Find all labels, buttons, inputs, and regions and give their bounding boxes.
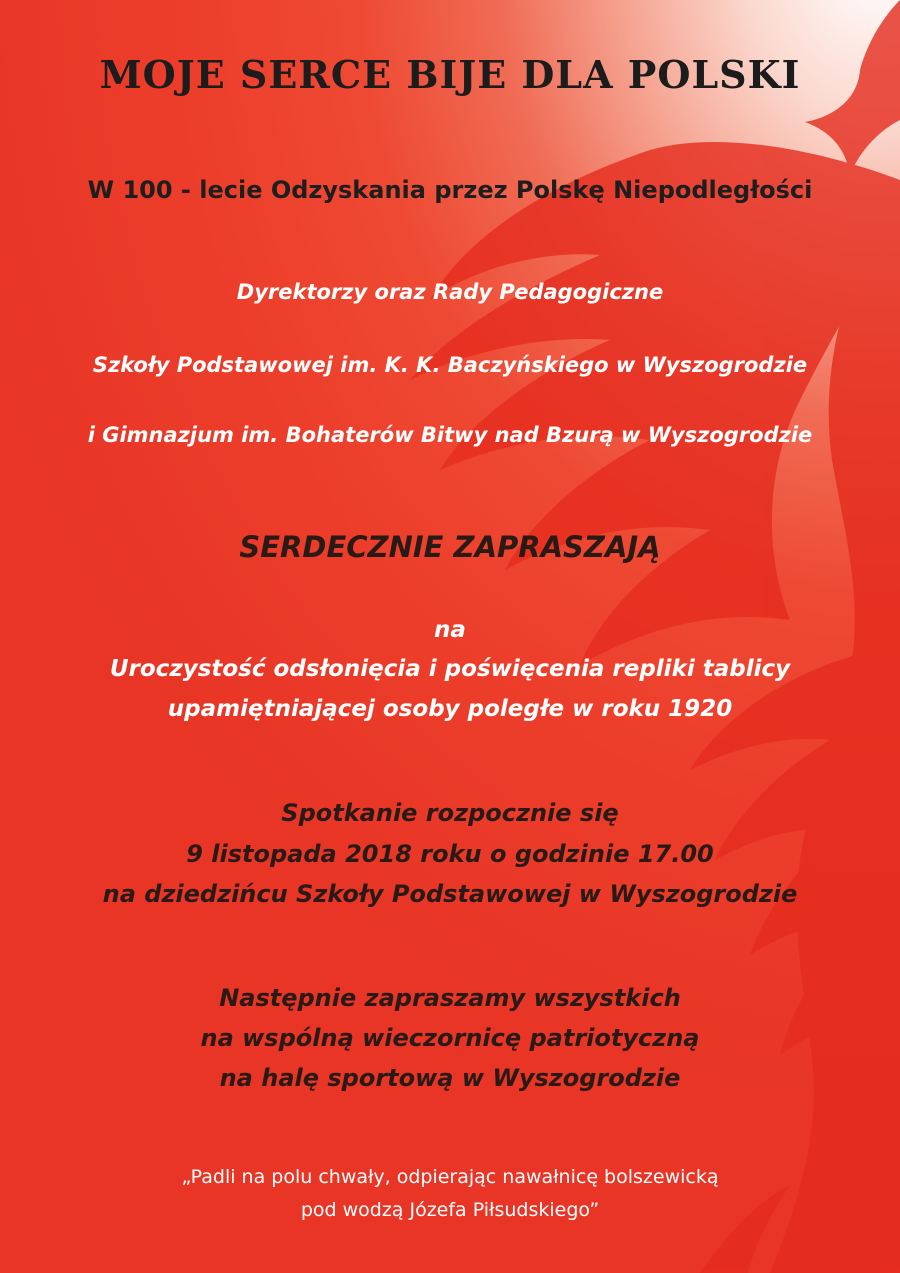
event-line-2: Uroczystość odsłonięcia i poświęcenia repliki tablicy <box>109 656 791 682</box>
followup-line-3: na halę sportową w Wyszogrodzie <box>219 1064 681 1092</box>
organizer-line-1: Dyrektorzy oraz Rady Pedagogiczne <box>236 280 664 304</box>
event-line-1: na <box>434 617 466 643</box>
meeting-line-3: na dziedzińcu Szkoły Podstawowej w Wyszogrodzie <box>102 880 798 908</box>
event-line-3: upamiętniającej osoby poległe w roku 1920 <box>167 696 733 722</box>
meeting-line-2: 9 listopada 2018 roku o godzinie 17.00 <box>186 840 714 868</box>
quote-line-2: pod wodzą Józefa Piłsudskiego” <box>300 1199 600 1221</box>
poster-subtitle: W 100 - lecie Odzyskania przez Polskę Niepodległości <box>87 176 813 204</box>
invitation-heading: SERDECZNIE ZAPRASZAJĄ <box>239 530 661 564</box>
poster-title: MOJE SERCE BIJE DLA POLSKI <box>99 52 801 97</box>
organizer-line-3: i Gimnazjum im. Bohaterów Bitwy nad Bzurą w Wyszogrodzie <box>87 423 813 447</box>
organizer-line-2: Szkoły Podstawowej im. K. K. Baczyńskiego w Wyszogrodzie <box>92 353 808 377</box>
followup-line-2: na wspólną wieczornicę patriotyczną <box>200 1024 700 1052</box>
followup-line-1: Następnie zapraszamy wszystkich <box>219 984 681 1012</box>
quote-line-1: „Padli na polu chwały, odpierając nawałnicę bolszewicką <box>181 1166 719 1188</box>
meeting-line-1: Spotkanie rozpocznie się <box>281 799 619 827</box>
